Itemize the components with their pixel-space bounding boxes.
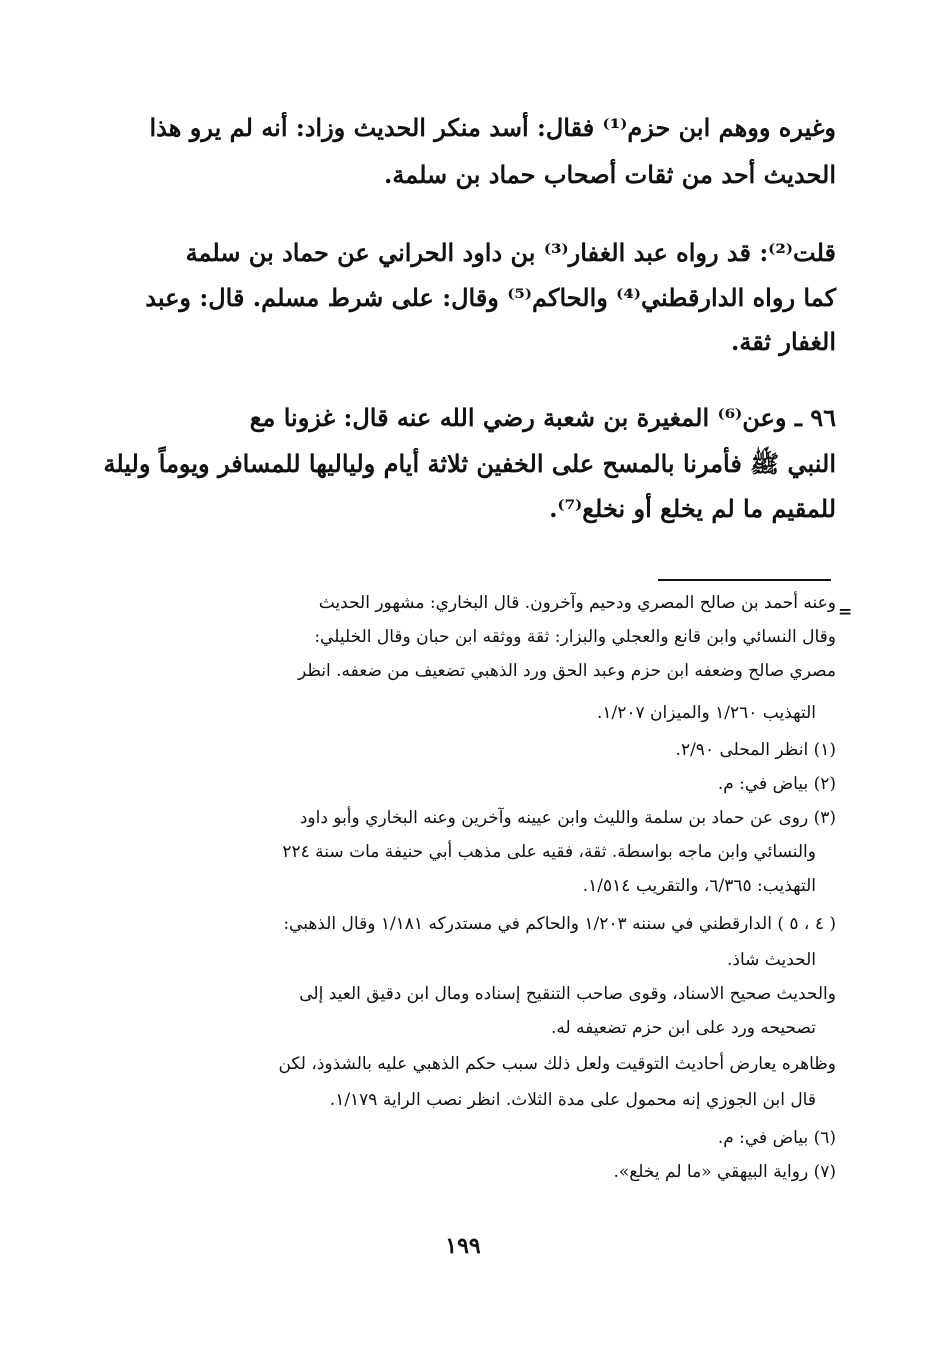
footnote-line: مصري صالح وضعفه ابن حزم وعبد الحق ورد الذهبي تضعيف من ضعفه. انظر [297, 661, 836, 681]
footnote-4-5-cont: قال ابن الجوزي إنه محمول على مدة الثلاث. انظر نصب الراية ١/١٧٩. [329, 1090, 816, 1110]
text-line: قلت⁽²⁾: قد رواه عبد الغفار⁽³⁾ بن داود الحراني عن حماد بن سلمة [185, 238, 836, 267]
footnote-4-5-cont: تصحيحه ورد على ابن حزم تضعيفه له. [550, 1018, 816, 1038]
footnote-separator [658, 579, 831, 581]
text-line: ٩٦ ـ وعن⁽⁶⁾ المغيرة بن شعبة رضي الله عنه قال: غزونا مع [249, 403, 836, 432]
text-line: كما رواه الدارقطني⁽⁴⁾ والحاكم⁽⁵⁾ وقال: على شرط مسلم. قال: وعبد [145, 283, 836, 312]
footnote-4-5-cont: والحديث صحيح الاسناد، وقوى صاحب التنقيح إسناده ومال ابن دقيق العيد إلى [299, 984, 836, 1004]
footnote-line: التهذيب ١/٢٦٠ والميزان ١/٢٠٧. [596, 703, 816, 723]
text-line: للمقيم ما لم يخلع أو نخلع⁽⁷⁾. [549, 494, 836, 523]
footnote-6: (٦) بياض في: م. [717, 1128, 836, 1148]
footnote-line: وقال النسائي وابن قانع والعجلي والبزار: ثقة ووثقه ابن حبان وقال الخليلي: [314, 627, 836, 647]
footnote-3-cont: التهذيب: ٦/٣٦٥، والتقريب ١/٥١٤. [582, 876, 816, 896]
page-number: ١٩٩ [445, 1233, 481, 1259]
text-line: النبي ﷺ فأمرنا بالمسح على الخفين ثلاثة أيام ولياليها للمسافر ويوماً وليلة [103, 449, 836, 478]
footnote-1: (١) انظر المحلى ٢/٩٠. [675, 740, 836, 760]
footnote-2: (٢) بياض في: م. [717, 774, 836, 794]
footnote-4-5: ( ٤ ، ٥ ) الدارقطني في سننه ١/٢٠٣ والحاكم في مستدركه ١/١٨١ وقال الذهبي: [283, 914, 836, 934]
footnote-7: (٧) رواية البيهقي «ما لم يخلع». [613, 1162, 836, 1182]
text-line: الحديث أحد من ثقات أصحاب حماد بن سلمة. [383, 160, 836, 189]
footnote-4-5-cont: الحديث شاذ. [726, 950, 816, 970]
footnote-3: (٣) روى عن حماد بن سلمة والليث وابن عيينه وآخرين وعنه البخاري وأبو داود [299, 808, 836, 828]
footnote-line: وعنه أحمد بن صالح المصري ودحيم وآخرون. قال البخاري: مشهور الحديث [318, 593, 836, 613]
text-line: وغيره ووهم ابن حزم⁽¹⁾ فقال: أسد منكر الحديث وزاد: أنه لم يرو هذا [149, 113, 836, 142]
footnote-4-5-cont: وظاهره يعارض أحاديث التوقيت ولعل ذلك سبب حكم الذهبي عليه بالشذوذ، لكن [278, 1054, 836, 1074]
text-line: الغفار ثقة. [731, 327, 836, 356]
footnote-3-cont: والنسائي وابن ماجه بواسطة. ثقة، فقيه على مذهب أبي حنيفة مات سنة ٢٢٤ [282, 842, 816, 862]
continuation-mark: = [838, 602, 853, 622]
